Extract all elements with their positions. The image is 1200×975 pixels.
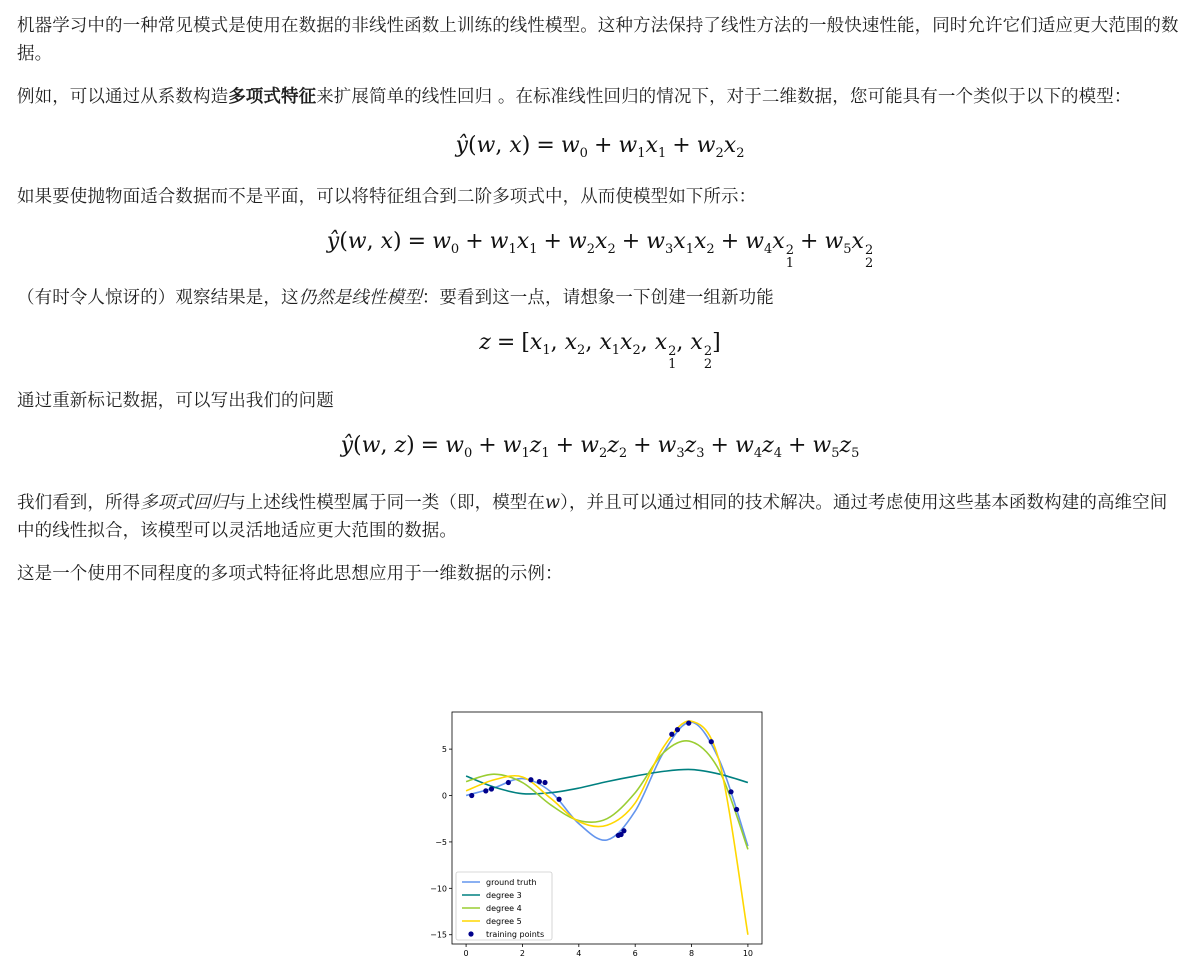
training-point [686,721,691,726]
training-point [556,797,561,802]
paragraph-example-text-a: 例如，可以通过从系数构造 [17,87,229,107]
document-body [17,12,1183,588]
y-tick-label: 0 [441,791,447,801]
y-tick-label: −5 [435,837,447,847]
x-tick-label: 10 [742,949,754,958]
legend-label: degree 3 [486,891,522,900]
paragraph-poly-text-c: ），并且可以通过相同的技术解决。通过考虑使用这些基本函数构建的高维空间中的线性拟合，该模型可以灵活地适应更大范围的数据。 [17,493,1168,541]
legend-swatch [468,931,473,936]
training-point [542,780,547,785]
training-point [728,789,733,794]
x-tick-label: 4 [576,949,582,958]
polynomial-fit-chart [418,705,768,967]
paragraph-paraboloid: 如果要使抛物面适合数据而不是平面，可以将特征组合到二阶多项式中，从而使模型如下所示： [17,187,757,207]
x-tick-label: 2 [519,949,526,958]
paragraph-example [17,83,1183,111]
equation-linear-model: ŷ(w, $x) = w_0 + w_1x_1 + w_2x_2$ [455,133,745,161]
legend-label: degree 4 [486,904,522,913]
legend-label: ground truth [486,878,537,887]
polynomial-regression-term: 多项式回归 [140,493,229,513]
y-tick-label: −15 [430,930,447,940]
training-point [528,777,533,782]
variable-w: w [545,493,561,513]
y-tick-label: −10 [430,884,447,894]
paragraph-example-text-b: 来扩展简单的线性回归 。在标准线性回归的情况下，对于二维数据，您可能具有一个类似于以下的模型： [316,87,1132,107]
legend-label: degree 5 [486,917,522,926]
chart-legend [456,872,552,940]
training-point [709,739,714,744]
paragraph-polynomial-regression [17,489,1183,545]
training-point [734,807,739,812]
paragraph-poly-text-a: 我们看到，所得 [17,493,141,513]
training-point [675,727,680,732]
paragraph-still-linear [17,284,1183,312]
paragraph-poly-text-b: 与上述线性模型属于同一类（即，模型在 [228,493,546,513]
equation-relabeled-model: ŷ(w, $z) = w_0 + w_1z_1 + w_2z_2 + w_3z_3 + w_4z_4 + w_5z_5$ [340,433,860,461]
training-point [506,780,511,785]
training-point [483,788,488,793]
training-point [537,779,542,784]
still-linear-model-term: 仍然是线性模型 [298,288,422,308]
training-point [621,828,626,833]
equation-quadratic-model: ŷ(w, $x) = w_0 + w_1x_1 + w_2x_2 + w_3x_1x_2 + w_4x$ 2 1 + $w_5x$ 2 2 [326,229,874,271]
x-tick-label: 0 [463,949,469,958]
paragraph-example-intro: 这是一个使用不同程度的多项式特征将此思想应用于一维数据的示例： [17,564,563,584]
training-point [669,732,674,737]
paragraph-still-linear-text-b: ：要看到这一点，请想象一下创建一组新功能 [421,288,774,308]
equation-feature-vector: $z = [x_1$, $x_2$, $x_1x_2$, x 2 1 , x 2 2 ] [479,330,721,372]
x-tick-label: 6 [632,949,638,958]
x-tick-label: 8 [688,949,695,958]
polynomial-features-term: 多项式特征 [228,87,317,107]
paragraph-relabel: 通过重新标记数据，可以写出我们的问题 [17,391,334,411]
training-point [489,786,494,791]
polynomial-fit-figure [418,705,768,967]
paragraph-still-linear-text-a: （有时令人惊讶的）观察结果是，这 [17,288,299,308]
y-tick-label: 5 [441,745,447,755]
training-point [469,793,474,798]
legend-label: training points [486,930,545,939]
paragraph-intro: 机器学习中的一种常见模式是使用在数据的非线性函数上训练的线性模型。这种方法保持了线性方法的一般快速性能，同时允许它们适应更大范围的数据。 [17,16,1179,64]
